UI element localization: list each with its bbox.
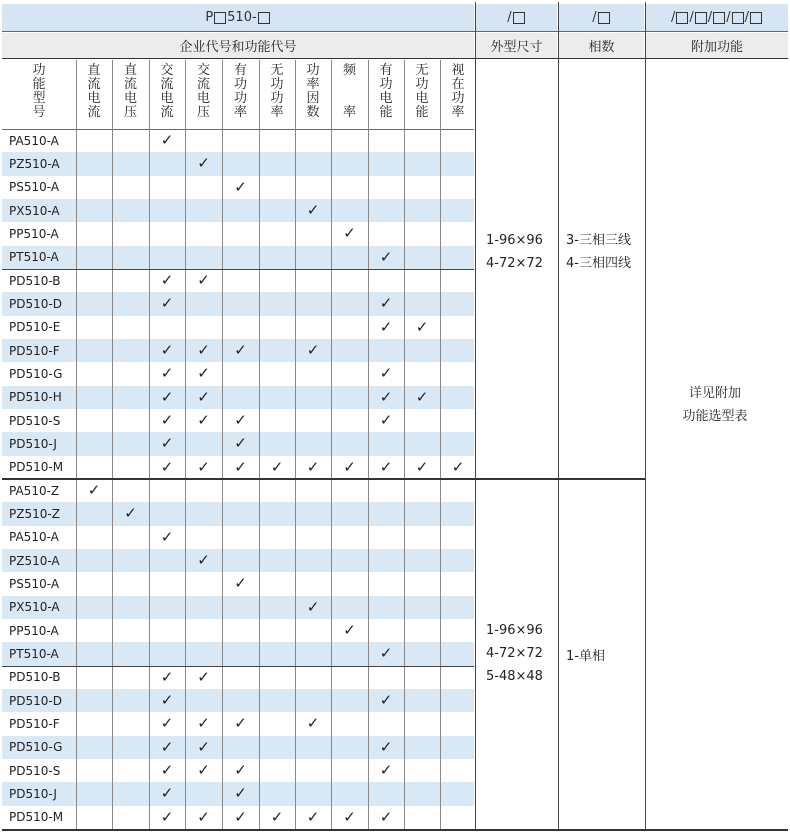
group2-check-mark: ✓ bbox=[270, 807, 284, 826]
group1-check-mark: ✓ bbox=[234, 434, 247, 453]
column-header-char: 功 bbox=[270, 91, 284, 106]
group1-check-mark: ✓ bbox=[379, 457, 393, 476]
column-header-reactive_power bbox=[259, 64, 295, 127]
column-header-char: 电 bbox=[123, 91, 137, 106]
group2-model-cell: PD510-J bbox=[9, 786, 57, 801]
phase-option: 1-单相 bbox=[566, 649, 605, 664]
group1-check-mark: ✓ bbox=[160, 131, 174, 150]
group1-check-mark: ✓ bbox=[415, 387, 429, 406]
size-option: 1-96×96 bbox=[486, 233, 543, 248]
column-header-reactive_energy bbox=[404, 64, 440, 127]
group1-check-mark: ✓ bbox=[197, 411, 210, 430]
group1-check-mark: ✓ bbox=[270, 457, 284, 476]
column-header-ac_voltage bbox=[185, 64, 222, 127]
addon-note-line: 功能选型表 bbox=[682, 409, 748, 424]
group1-check-mark: ✓ bbox=[379, 411, 393, 430]
group2-model-cell: PZ510-A bbox=[9, 553, 60, 568]
column-header-char: 功 bbox=[306, 63, 320, 78]
code-slot-icon bbox=[750, 12, 762, 24]
column-header-char: 功 bbox=[451, 91, 465, 106]
column-header-char: 功 bbox=[233, 91, 247, 106]
column-rule bbox=[368, 60, 369, 829]
section-rule bbox=[558, 2, 559, 829]
column-header-char: 电 bbox=[160, 91, 174, 106]
group2-model-cell: PP510-A bbox=[9, 623, 59, 638]
group1-sizes bbox=[478, 229, 543, 275]
table-bottom-rule bbox=[2, 829, 788, 831]
column-header-char: 功 bbox=[415, 77, 429, 92]
phase-slot-header bbox=[559, 4, 644, 31]
column-header-char: 功 bbox=[32, 63, 46, 78]
column-rule bbox=[404, 60, 405, 829]
model-middle: 510- bbox=[227, 10, 257, 25]
group1-check-mark: ✓ bbox=[234, 177, 247, 196]
addon-slot-1: / bbox=[671, 10, 676, 25]
group2-check-mark: ✓ bbox=[160, 737, 174, 756]
group1-model-cell: PT510-A bbox=[9, 250, 59, 265]
group1-model-cell: PD510-G bbox=[9, 366, 63, 381]
group2-model-cell: PD510-D bbox=[9, 693, 62, 708]
column-rule bbox=[112, 60, 113, 829]
group1-check-mark: ✓ bbox=[197, 387, 210, 406]
section-rule bbox=[645, 2, 646, 829]
addon-slot-5: / bbox=[744, 10, 749, 25]
group1-check-mark: ✓ bbox=[197, 341, 210, 360]
group1-check-mark: ✓ bbox=[160, 271, 174, 290]
column-header-char: 在 bbox=[451, 77, 465, 92]
group2-check-mark: ✓ bbox=[197, 737, 210, 756]
group1-check-mark: ✓ bbox=[306, 201, 320, 220]
group2-check-mark: ✓ bbox=[160, 807, 174, 826]
column-header-ac_current bbox=[149, 64, 185, 127]
group1-check-mark: ✓ bbox=[306, 341, 320, 360]
column-header-char: 有 bbox=[379, 63, 393, 78]
group1-check-mark: ✓ bbox=[306, 457, 320, 476]
group1-check-mark: ✓ bbox=[379, 317, 393, 336]
column-header-char: 能 bbox=[379, 105, 393, 120]
column-header-char: 能 bbox=[32, 77, 46, 92]
code-slot-icon bbox=[732, 12, 744, 24]
column-header-dc_current bbox=[76, 64, 112, 127]
size-option: 4-72×72 bbox=[486, 256, 543, 271]
group1-model-cell: PD510-H bbox=[9, 390, 62, 405]
group1-model-cell: PD510-D bbox=[9, 296, 62, 311]
group-rule bbox=[2, 269, 474, 270]
group1-check-mark: ✓ bbox=[234, 411, 247, 430]
column-rule bbox=[185, 60, 186, 829]
group2-check-mark: ✓ bbox=[160, 527, 174, 546]
group2-check-mark: ✓ bbox=[124, 504, 137, 523]
column-header-char: 数 bbox=[306, 105, 320, 120]
column-header-char: 能 bbox=[415, 105, 429, 120]
phase-option: 4-三相四线 bbox=[566, 256, 631, 271]
group1-check-mark: ✓ bbox=[160, 411, 174, 430]
group1-check-mark: ✓ bbox=[451, 457, 465, 476]
column-header-char: 流 bbox=[160, 77, 174, 92]
column-header-dc_voltage bbox=[112, 64, 149, 127]
phase-option: 3-三相三线 bbox=[566, 233, 631, 248]
column-header-char: 电 bbox=[196, 91, 210, 106]
group1-check-mark: ✓ bbox=[379, 294, 393, 313]
column-rule bbox=[331, 60, 332, 829]
group1-phases bbox=[558, 229, 631, 275]
group2-model-cell: PD510-G bbox=[9, 740, 63, 755]
group2-check-mark: ✓ bbox=[306, 597, 320, 616]
column-rule bbox=[76, 60, 77, 829]
column-header-apparent_power bbox=[440, 64, 476, 127]
column-header-char: 流 bbox=[160, 105, 174, 120]
column-header-char: 直 bbox=[87, 63, 101, 78]
group1-check-mark: ✓ bbox=[197, 271, 210, 290]
group2-check-mark: ✓ bbox=[379, 761, 393, 780]
column-header-char: 型 bbox=[32, 91, 46, 106]
column-header-char: 功 bbox=[233, 77, 247, 92]
column-header-char: 无 bbox=[415, 63, 429, 78]
column-header-char: 电 bbox=[379, 91, 393, 106]
code-slot-icon bbox=[258, 12, 270, 24]
column-header-char: 交 bbox=[196, 63, 210, 78]
column-header-power_factor bbox=[295, 64, 331, 127]
group2-model-cell: PZ510-Z bbox=[9, 506, 60, 521]
group1-check-mark: ✓ bbox=[379, 247, 393, 266]
column-header-active_power bbox=[222, 64, 259, 127]
group-rule bbox=[2, 478, 645, 480]
group2-sizes bbox=[478, 619, 543, 688]
group1-check-mark: ✓ bbox=[160, 457, 174, 476]
column-rule bbox=[295, 60, 296, 829]
code-slot-icon bbox=[513, 12, 525, 24]
column-header-char: 流 bbox=[196, 77, 210, 92]
group1-check-mark: ✓ bbox=[415, 457, 429, 476]
column-header-char: 电 bbox=[415, 91, 429, 106]
column-header-char: 视 bbox=[451, 63, 465, 78]
group2-check-mark: ✓ bbox=[160, 667, 174, 686]
group1-check-mark: ✓ bbox=[197, 364, 210, 383]
group2-check-mark: ✓ bbox=[234, 761, 247, 780]
group2-model-cell: PD510-S bbox=[9, 763, 61, 778]
group1-check-mark: ✓ bbox=[343, 457, 356, 476]
group2-check-mark: ✓ bbox=[160, 761, 174, 780]
group2-model-cell: PD510-B bbox=[9, 670, 61, 685]
column-header-char: 压 bbox=[123, 105, 137, 120]
model-prefix: P bbox=[205, 10, 214, 25]
code-slot-icon bbox=[713, 12, 725, 24]
column-header-char: 率 bbox=[233, 105, 247, 120]
group1-check-mark: ✓ bbox=[160, 294, 174, 313]
code-slot-icon bbox=[598, 12, 610, 24]
addon-label-header: 附加功能 bbox=[646, 33, 788, 58]
column-header-char: 有 bbox=[233, 63, 247, 78]
size-slot: / bbox=[507, 10, 512, 25]
column-header-char: 率 bbox=[342, 105, 356, 120]
group2-check-mark: ✓ bbox=[234, 807, 247, 826]
group1-check-mark: ✓ bbox=[234, 457, 247, 476]
code-slot-icon bbox=[695, 12, 707, 24]
column-header-char: 电 bbox=[87, 91, 101, 106]
group1-check-mark: ✓ bbox=[343, 224, 356, 243]
header-rule bbox=[2, 58, 788, 59]
code-slot-icon bbox=[676, 12, 688, 24]
group2-check-mark: ✓ bbox=[379, 644, 393, 663]
column-header-char: 直 bbox=[123, 63, 137, 78]
group2-model-cell: PD510-M bbox=[9, 810, 64, 825]
group2-check-mark: ✓ bbox=[197, 714, 210, 733]
column-header-frequency bbox=[331, 64, 368, 120]
group1-check-mark: ✓ bbox=[379, 387, 393, 406]
group2-check-mark: ✓ bbox=[197, 761, 210, 780]
group1-check-mark: ✓ bbox=[160, 387, 174, 406]
header-rule bbox=[2, 31, 788, 32]
group1-check-mark: ✓ bbox=[415, 317, 429, 336]
column-header-char: 流 bbox=[87, 105, 101, 120]
column-header-char: 率 bbox=[451, 105, 465, 120]
group1-model-cell: PZ510-A bbox=[9, 156, 60, 171]
column-header-char: 率 bbox=[270, 105, 284, 120]
size-option: 1-96×96 bbox=[486, 623, 543, 638]
addon-slot-3: / bbox=[707, 10, 713, 25]
column-rule bbox=[259, 60, 260, 829]
group2-check-mark: ✓ bbox=[306, 714, 320, 733]
group2-check-mark: ✓ bbox=[87, 481, 101, 500]
column-header-char: 流 bbox=[123, 77, 137, 92]
group2-check-mark: ✓ bbox=[197, 807, 210, 826]
model-code-header bbox=[2, 4, 474, 31]
group2-check-mark: ✓ bbox=[379, 691, 393, 710]
group2-model-cell: PA510-A bbox=[9, 530, 59, 545]
group-rule bbox=[2, 666, 474, 667]
group1-model-cell: PD510-M bbox=[9, 460, 64, 475]
column-header-model bbox=[2, 64, 76, 127]
column-rule bbox=[440, 60, 441, 829]
size-label-header: 外型尺寸 bbox=[476, 33, 557, 58]
group2-check-mark: ✓ bbox=[160, 714, 174, 733]
column-rule bbox=[222, 60, 223, 829]
size-option: 4-72×72 bbox=[486, 646, 543, 661]
group2-check-mark: ✓ bbox=[234, 784, 247, 803]
group2-check-mark: ✓ bbox=[160, 784, 174, 803]
column-header-char: 无 bbox=[270, 63, 284, 78]
group2-model-cell: PS510-A bbox=[9, 576, 60, 591]
phase-label-header: 相数 bbox=[559, 33, 644, 58]
group1-check-mark: ✓ bbox=[197, 457, 210, 476]
size-option: 5-48×48 bbox=[486, 669, 543, 684]
group1-check-mark: ✓ bbox=[160, 364, 174, 383]
group1-model-cell: PP510-A bbox=[9, 226, 59, 241]
group2-check-mark: ✓ bbox=[343, 807, 356, 826]
group1-model-cell: PD510-F bbox=[9, 343, 60, 358]
column-header-char: 功 bbox=[379, 77, 393, 92]
group2-check-mark: ✓ bbox=[197, 551, 210, 570]
group2-phases bbox=[558, 645, 605, 668]
group1-check-mark: ✓ bbox=[379, 364, 393, 383]
column-rule bbox=[149, 60, 150, 829]
group1-check-mark: ✓ bbox=[234, 341, 247, 360]
group2-model-cell: PA510-Z bbox=[9, 483, 60, 498]
group1-model-cell: PD510-J bbox=[9, 436, 57, 451]
group2-model-cell: PT510-A bbox=[9, 646, 59, 661]
addon-note bbox=[650, 382, 780, 428]
group2-check-mark: ✓ bbox=[234, 714, 247, 733]
column-header-char: 流 bbox=[87, 77, 101, 92]
group1-check-mark: ✓ bbox=[197, 154, 210, 173]
group2-check-mark: ✓ bbox=[234, 574, 247, 593]
column-header-active_energy bbox=[368, 64, 404, 127]
group1-check-mark: ✓ bbox=[160, 341, 174, 360]
group1-model-cell: PD510-B bbox=[9, 273, 61, 288]
group2-check-mark: ✓ bbox=[379, 807, 393, 826]
column-header-char: 压 bbox=[196, 105, 210, 120]
group2-check-mark: ✓ bbox=[343, 621, 356, 640]
size-slot-header bbox=[476, 4, 557, 31]
group2-model-cell: PX510-A bbox=[9, 600, 60, 615]
addon-note-line: 详见附加 bbox=[688, 386, 741, 401]
column-header-char: 号 bbox=[32, 105, 46, 120]
group2-check-mark: ✓ bbox=[379, 737, 393, 756]
column-header-char: 频 bbox=[342, 63, 356, 78]
group2-model-cell: PD510-F bbox=[9, 716, 60, 731]
section-rule bbox=[475, 2, 476, 829]
company-code-header: 企业代号和功能代号 bbox=[2, 33, 474, 58]
addon-slot-2: / bbox=[689, 10, 694, 25]
group1-model-cell: PD510-S bbox=[9, 413, 61, 428]
group1-model-cell: PD510-E bbox=[9, 320, 61, 335]
column-header-char: 交 bbox=[160, 63, 174, 78]
column-header-char: 功 bbox=[270, 77, 284, 92]
group2-check-mark: ✓ bbox=[160, 691, 174, 710]
phase-slot: / bbox=[592, 10, 597, 25]
column-header-char: 因 bbox=[306, 91, 320, 106]
group1-model-cell: PA510-A bbox=[9, 133, 59, 148]
addon-slot-header bbox=[646, 4, 788, 31]
code-slot-icon bbox=[214, 12, 226, 24]
group1-model-cell: PS510-A bbox=[9, 180, 60, 195]
column-header-char: 率 bbox=[306, 77, 320, 92]
group2-check-mark: ✓ bbox=[197, 667, 210, 686]
addon-slot-4: / bbox=[726, 10, 731, 25]
group1-check-mark: ✓ bbox=[160, 434, 174, 453]
group1-model-cell: PX510-A bbox=[9, 203, 60, 218]
group2-check-mark: ✓ bbox=[306, 807, 320, 826]
